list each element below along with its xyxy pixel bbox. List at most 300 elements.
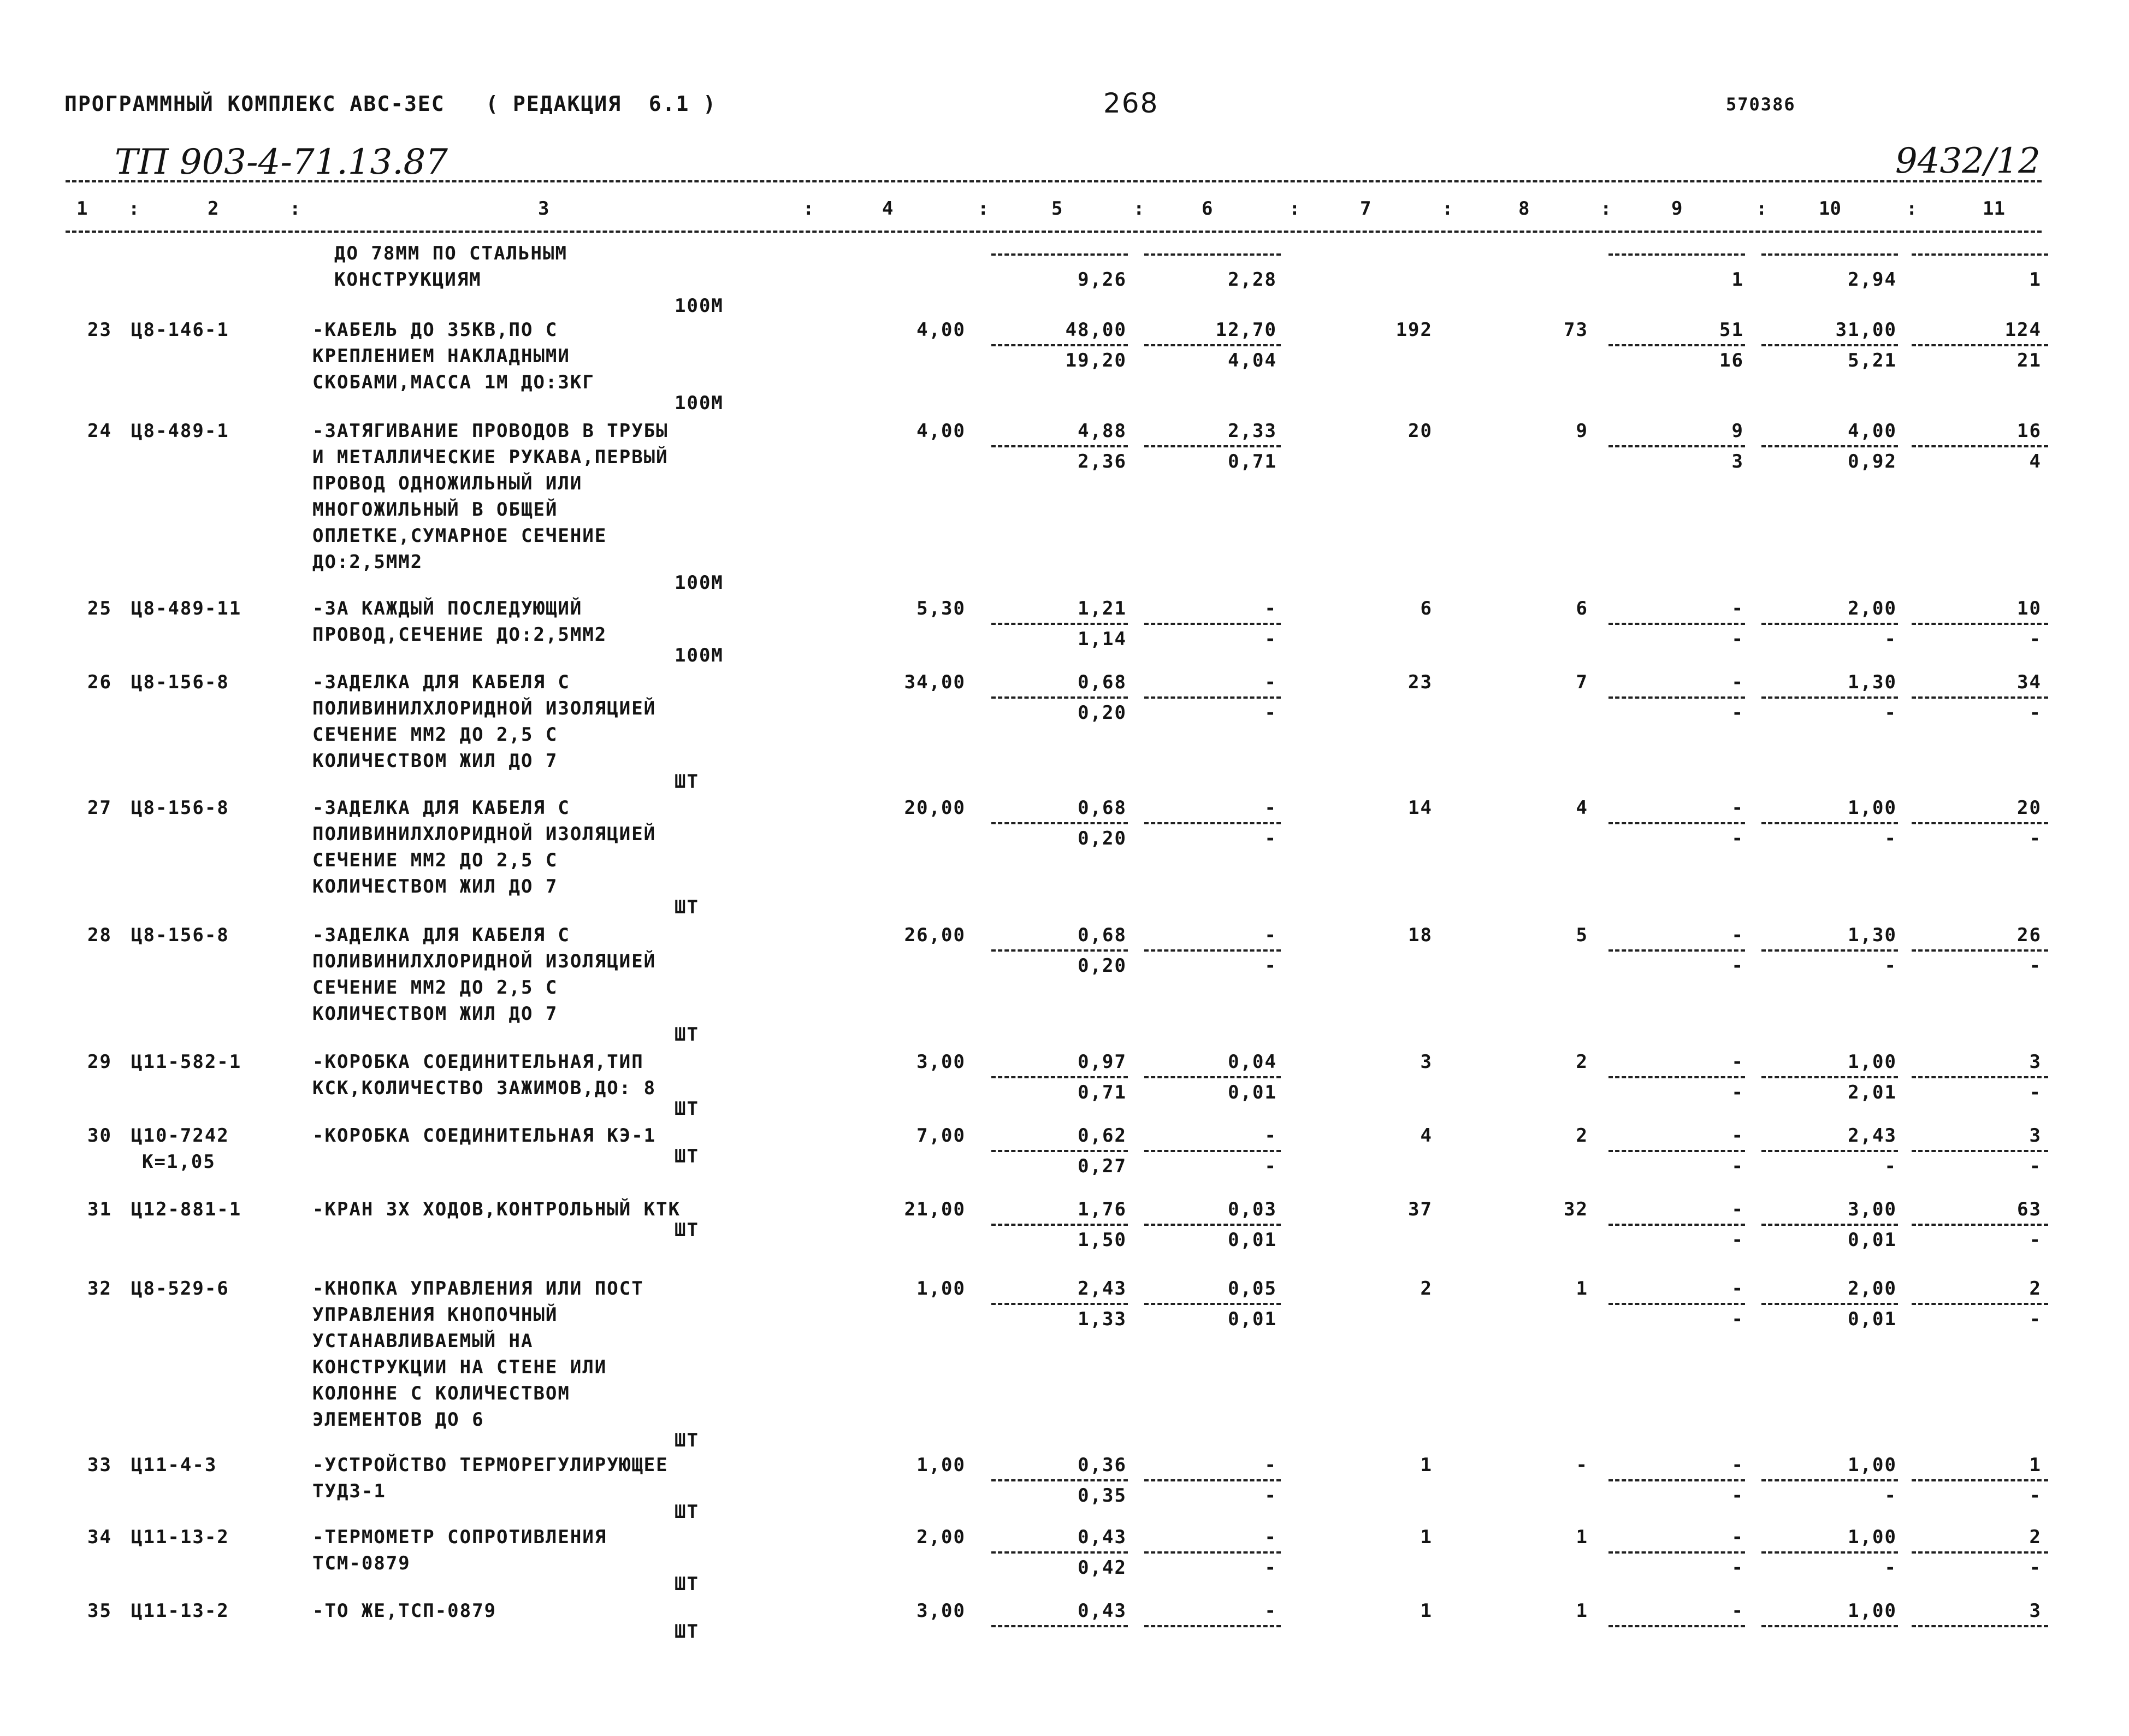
- description-line: -КОРОБКА СОЕДИНИТЕЛЬНАЯ,ТИП: [312, 1051, 644, 1073]
- cell-c6: -: [1264, 598, 1277, 619]
- column-separator: :: [1133, 198, 1145, 220]
- cell-c9: 51: [1719, 319, 1744, 341]
- cell-c9-lower: -: [1731, 1155, 1744, 1177]
- row-number: 31: [87, 1198, 112, 1220]
- cell-c6: -: [1264, 924, 1277, 946]
- unit-of-measure: 100М: [675, 392, 724, 414]
- description-line: -ЗАТЯГИВАНИЕ ПРОВОДОВ В ТРУБЫ: [312, 420, 669, 442]
- rate-code: Ц8-489-11: [131, 598, 242, 619]
- cell-c9: -: [1731, 1454, 1744, 1476]
- cell-col11-lower: 1: [2029, 269, 2042, 291]
- row-number: 27: [87, 797, 112, 819]
- description-line: -КАБЕЛЬ ДО 35КВ,ПО С: [312, 319, 558, 341]
- row-number: 33: [87, 1454, 112, 1476]
- cell-c6: -: [1264, 671, 1277, 693]
- cell-divider: [1761, 696, 1898, 699]
- cell-c6: -: [1264, 1454, 1277, 1476]
- cell-c9: -: [1731, 1526, 1744, 1548]
- cell-c9-lower: -: [1731, 1308, 1744, 1330]
- cell-divider: [1912, 1479, 2048, 1481]
- description-line: -КРАН 3Х ХОДОВ,КОНТРОЛЬНЫЙ КТК: [312, 1198, 681, 1220]
- cell-c6-lower: 4,04: [1228, 350, 1277, 371]
- cell-c10-lower: -: [1884, 628, 1897, 650]
- cell-divider: [1608, 822, 1745, 824]
- row-number: 26: [87, 671, 112, 693]
- cell-c4: 4,00: [916, 420, 966, 442]
- cell-c7: 1: [1420, 1526, 1433, 1548]
- cell-c5-lower: 1,14: [1078, 628, 1127, 650]
- cell-c7: 1: [1420, 1454, 1433, 1476]
- cell-c9: -: [1731, 1278, 1744, 1300]
- cell-c7: 3: [1420, 1051, 1433, 1073]
- cell-divider: [1761, 1150, 1898, 1152]
- handwritten-sheet-number: 9432/12: [1895, 141, 2041, 181]
- cell-c11: 20: [2017, 797, 2042, 819]
- cell-divider: [1761, 344, 1898, 346]
- description-line: ЭЛЕМЕНТОВ ДО 6: [312, 1409, 484, 1431]
- cell-c11: 10: [2017, 598, 2042, 619]
- cell-c10: 2,00: [1848, 598, 1897, 619]
- col-8-header: 8: [1518, 198, 1530, 220]
- cell-c11: 124: [2004, 319, 2042, 341]
- col-3-header: 3: [538, 198, 549, 220]
- cell-divider: [1912, 1076, 2048, 1078]
- handwritten-project-number: ТП 903-4-71.13.87: [115, 142, 448, 182]
- cell-c5-lower: 0,20: [1078, 828, 1127, 849]
- rate-code: Ц11-13-2: [131, 1600, 229, 1622]
- cell-c6: -: [1264, 1600, 1277, 1622]
- cell-divider: [1912, 445, 2048, 447]
- cell-c5: 48,00: [1065, 319, 1127, 341]
- cell-divider: [1608, 344, 1745, 346]
- cell-c7: 2: [1420, 1278, 1433, 1300]
- cell-divider: [1761, 1625, 1898, 1627]
- rate-code: Ц11-4-3: [131, 1454, 217, 1476]
- row-number: 24: [87, 420, 112, 442]
- description-line: ПРОВОД,СЕЧЕНИЕ ДО:2,5ММ2: [312, 624, 607, 646]
- rate-code: Ц11-582-1: [131, 1051, 242, 1073]
- description-line: ПОЛИВИНИЛХЛОРИДНОЙ ИЗОЛЯЦИЕЙ: [312, 823, 657, 845]
- cell-c11-lower: -: [2029, 1229, 2042, 1251]
- rate-code: Ц11-13-2: [131, 1526, 229, 1548]
- cell-c11-lower: -: [2029, 1308, 2042, 1330]
- cell-c6-lower: -: [1264, 1155, 1277, 1177]
- description-line: ПОЛИВИНИЛХЛОРИДНОЙ ИЗОЛЯЦИЕЙ: [312, 698, 657, 719]
- cell-divider: [1608, 445, 1745, 447]
- cell-c9-lower: -: [1731, 828, 1744, 849]
- row-number: 30: [87, 1125, 112, 1147]
- cell-divider: [1912, 344, 2048, 346]
- cell-c4: 1,00: [916, 1278, 966, 1300]
- col-5-header: 5: [1051, 198, 1063, 220]
- cell-c10: 4,00: [1848, 420, 1897, 442]
- col-10-header: 10: [1819, 198, 1841, 220]
- cell-divider: [1608, 1224, 1745, 1226]
- cell-divider: [1912, 1224, 2048, 1226]
- cell-divider: [991, 253, 1128, 256]
- description-line: И МЕТАЛЛИЧЕСКИЕ РУКАВА,ПЕРВЫЙ: [312, 446, 669, 468]
- cell-divider: [991, 1224, 1128, 1226]
- description-line: УПРАВЛЕНИЯ КНОПОЧНЫЙ: [312, 1304, 558, 1326]
- cell-c4: 21,00: [904, 1198, 966, 1220]
- cell-c5-lower: 0,20: [1078, 955, 1127, 977]
- cell-divider: [1912, 949, 2048, 952]
- description-line: -ЗАДЕЛКА ДЛЯ КАБЕЛЯ С: [312, 797, 570, 819]
- cell-c6: 2,33: [1228, 420, 1277, 442]
- description-line: ДО 78ММ ПО СТАЛЬНЫМ: [334, 243, 567, 264]
- cell-c5-lower: 19,20: [1065, 350, 1127, 371]
- cell-c4: 7,00: [916, 1125, 966, 1147]
- cell-divider: [1761, 623, 1898, 625]
- cell-c10-lower: -: [1884, 702, 1897, 724]
- cell-c8: 6: [1576, 598, 1588, 619]
- unit-of-measure: ШТ: [675, 1430, 699, 1451]
- cell-c10-lower: -: [1884, 1155, 1897, 1177]
- cell-c9-lower: -: [1731, 1557, 1744, 1579]
- cell-divider: [991, 1303, 1128, 1305]
- cell-c5: 1,76: [1078, 1198, 1127, 1220]
- cell-c6: -: [1264, 797, 1277, 819]
- cell-c10-lower: 2,01: [1848, 1082, 1897, 1103]
- cell-divider: [1761, 822, 1898, 824]
- cell-divider: [1912, 822, 2048, 824]
- cell-c11: 63: [2017, 1198, 2042, 1220]
- description-line: СЕЧЕНИЕ ММ2 ДО 2,5 С: [312, 977, 558, 999]
- cell-divider: [1608, 1150, 1745, 1152]
- cell-c6: -: [1264, 1526, 1277, 1548]
- cell-divider: [1912, 1551, 2048, 1554]
- cell-c6: 0,05: [1228, 1278, 1277, 1300]
- document-code: 570386: [1726, 94, 1796, 115]
- row-number: 28: [87, 924, 112, 946]
- unit-of-measure: 100М: [675, 572, 724, 594]
- rate-code: Ц8-156-8: [131, 671, 229, 693]
- cell-divider: [1912, 1303, 2048, 1305]
- cell-c11-lower: -: [2029, 1082, 2042, 1103]
- cell-c9: -: [1731, 671, 1744, 693]
- cell-c9: 9: [1731, 420, 1744, 442]
- cell-c5-lower: 0,71: [1078, 1082, 1127, 1103]
- cell-c7: 18: [1408, 924, 1433, 946]
- cell-c10: 1,00: [1848, 797, 1897, 819]
- description-line: -ТЕРМОМЕТР СОПРОТИВЛЕНИЯ: [312, 1526, 607, 1548]
- cell-c9-lower: -: [1731, 628, 1744, 650]
- cell-divider: [1144, 253, 1281, 256]
- cell-c11: 16: [2017, 420, 2042, 442]
- cell-c9-lower: -: [1731, 955, 1744, 977]
- cell-divider: [1144, 696, 1281, 699]
- col-9-header: 9: [1671, 198, 1683, 220]
- rate-code: Ц8-489-1: [131, 420, 229, 442]
- column-separator: :: [1442, 198, 1453, 220]
- program-header: ПРОГРАММНЫЙ КОМПЛЕКС АВС-ЗЕС ( РЕДАКЦИЯ 6.1 ): [64, 92, 717, 116]
- cell-c4: 34,00: [904, 671, 966, 693]
- cell-c7: 6: [1420, 598, 1433, 619]
- cell-c5-lower: 1,50: [1078, 1229, 1127, 1251]
- unit-of-measure: ШТ: [675, 1098, 699, 1120]
- cell-c6: 12,70: [1215, 319, 1277, 341]
- description-line: ПОЛИВИНИЛХЛОРИДНОЙ ИЗОЛЯЦИЕЙ: [312, 950, 657, 972]
- cell-divider: [1608, 623, 1745, 625]
- col-6-header: 6: [1202, 198, 1213, 220]
- unit-of-measure: ШТ: [675, 1573, 699, 1595]
- cell-c4: 20,00: [904, 797, 966, 819]
- cell-c11-lower: 4: [2029, 451, 2042, 473]
- cell-divider: [1144, 949, 1281, 952]
- cell-c11-lower: -: [2029, 702, 2042, 724]
- cell-c7: 4: [1420, 1125, 1433, 1147]
- column-separator: :: [1906, 198, 1918, 220]
- cell-c4: 2,00: [916, 1526, 966, 1548]
- description-line: ДО:2,5ММ2: [312, 551, 423, 573]
- cell-c11-lower: 21: [2017, 350, 2042, 371]
- cell-c8: 7: [1576, 671, 1588, 693]
- cell-c8: 5: [1576, 924, 1588, 946]
- cell-c5-lower: 0,27: [1078, 1155, 1127, 1177]
- cell-c10: 1,00: [1848, 1600, 1897, 1622]
- cell-c10: 31,00: [1835, 319, 1897, 341]
- row-number: 23: [87, 319, 112, 341]
- description-line: КОЛИЧЕСТВОМ ЖИЛ ДО 7: [312, 1003, 558, 1025]
- cell-c9: -: [1731, 1198, 1744, 1220]
- cell-divider: [991, 1479, 1128, 1481]
- cell-c8: 4: [1576, 797, 1588, 819]
- cell-divider: [1608, 696, 1745, 699]
- column-separator: :: [128, 198, 140, 220]
- cell-divider: [1144, 1625, 1281, 1627]
- cell-divider: [1608, 1551, 1745, 1554]
- cell-divider: [1144, 1076, 1281, 1078]
- cell-c8: 9: [1576, 420, 1588, 442]
- cell-c10: 3,00: [1848, 1198, 1897, 1220]
- column-separator: :: [1289, 198, 1300, 220]
- cell-c8: 73: [1564, 319, 1588, 341]
- cell-c10: 2,43: [1848, 1125, 1897, 1147]
- cell-divider: [1912, 623, 2048, 625]
- cell-c11: 2: [2029, 1278, 2042, 1300]
- cell-c5-lower: 0,42: [1078, 1557, 1127, 1579]
- cell-divider: [1608, 1076, 1745, 1078]
- cell-c5-lower: 1,33: [1078, 1308, 1127, 1330]
- cell-c5: 0,97: [1078, 1051, 1127, 1073]
- cell-c4: 26,00: [904, 924, 966, 946]
- cell-divider: [1608, 949, 1745, 952]
- cell-c8: -: [1576, 1454, 1588, 1476]
- unit-of-measure: ШТ: [675, 1621, 699, 1643]
- cell-c6: 0,04: [1228, 1051, 1277, 1073]
- cell-c11: 2: [2029, 1526, 2042, 1548]
- description-line: ТСМ-0879: [312, 1552, 411, 1574]
- cell-divider: [1608, 253, 1745, 256]
- description-line: КОЛИЧЕСТВОМ ЖИЛ ДО 7: [312, 750, 558, 772]
- cell-c11: 26: [2017, 924, 2042, 946]
- cell-divider: [991, 344, 1128, 346]
- page-number: 268: [1103, 87, 1159, 119]
- description-line: КОЛИЧЕСТВОМ ЖИЛ ДО 7: [312, 876, 558, 897]
- description-line: СЕЧЕНИЕ ММ2 ДО 2,5 С: [312, 724, 558, 746]
- cell-c6-lower: -: [1264, 828, 1277, 849]
- cell-c5-lower: 2,36: [1078, 451, 1127, 473]
- row-number: 25: [87, 598, 112, 619]
- cell-c6-lower: 0,71: [1228, 451, 1277, 473]
- cell-c5: 0,36: [1078, 1454, 1127, 1476]
- cell-c11: 3: [2029, 1600, 2042, 1622]
- column-separator: :: [978, 198, 989, 220]
- col-7-header: 7: [1360, 198, 1371, 220]
- cell-c11: 3: [2029, 1051, 2042, 1073]
- cell-c8: 2: [1576, 1125, 1588, 1147]
- description-line: ТУДЗ-1: [312, 1480, 386, 1502]
- description-line: -УСТРОЙСТВО ТЕРМОРЕГУЛИРУЮЩЕЕ: [312, 1454, 669, 1476]
- unit-of-measure: ШТ: [675, 1219, 699, 1241]
- unit-of-measure: ШТ: [675, 1024, 699, 1046]
- cell-c10: 1,00: [1848, 1454, 1897, 1476]
- rate-code: Ц8-146-1: [131, 319, 229, 341]
- cell-c10: 1,00: [1848, 1526, 1897, 1548]
- cell-c9: -: [1731, 598, 1744, 619]
- cell-divider: [991, 696, 1128, 699]
- column-separator: :: [1600, 198, 1612, 220]
- rate-code: Ц8-156-8: [131, 797, 229, 819]
- cell-c11: 34: [2017, 671, 2042, 693]
- description-line: ПРОВОД ОДНОЖИЛЬНЫЙ ИЛИ: [312, 473, 583, 494]
- cell-c9-lower: -: [1731, 1485, 1744, 1507]
- cell-divider: [1761, 949, 1898, 952]
- cell-c10: 1,30: [1848, 924, 1897, 946]
- cell-c6-lower: -: [1264, 628, 1277, 650]
- cell-c5-lower: 0,20: [1078, 702, 1127, 724]
- cell-divider: [991, 623, 1128, 625]
- cell-divider: [1912, 253, 2048, 256]
- cell-c7: 37: [1408, 1198, 1433, 1220]
- cell-c10-lower: 0,01: [1848, 1229, 1897, 1251]
- unit-of-measure: 100М: [675, 295, 724, 317]
- col-11-header: 11: [1983, 198, 2005, 220]
- cell-c9: -: [1731, 1600, 1744, 1622]
- cell-divider: [991, 1076, 1128, 1078]
- cell-c9-lower: -: [1731, 1082, 1744, 1103]
- description-line: КОЛОННЕ С КОЛИЧЕСТВОМ: [312, 1383, 570, 1404]
- cell-c8: 1: [1576, 1526, 1588, 1548]
- cell-c11-lower: -: [2029, 828, 2042, 849]
- cell-divider: [1144, 1303, 1281, 1305]
- cell-c10-lower: -: [1884, 828, 1897, 849]
- cell-c8: 32: [1564, 1198, 1588, 1220]
- cell-divider: [991, 822, 1128, 824]
- col-1-header: 1: [76, 198, 88, 220]
- cell-divider: [1608, 1303, 1745, 1305]
- cell-c6-lower: -: [1264, 955, 1277, 977]
- cell-c7: 23: [1408, 671, 1433, 693]
- cell-c11-lower: -: [2029, 1155, 2042, 1177]
- description-line: СКОБАМИ,МАССА 1М ДО:3КГ: [312, 371, 595, 393]
- cell-col6-lower: 2,28: [1228, 269, 1277, 291]
- cell-c6-lower: -: [1264, 1485, 1277, 1507]
- cell-c6: 0,03: [1228, 1198, 1277, 1220]
- cell-c5: 2,43: [1078, 1278, 1127, 1300]
- cell-divider: [991, 1625, 1128, 1627]
- cell-col10-lower: 2,94: [1848, 269, 1897, 291]
- cell-c5: 4,88: [1078, 420, 1127, 442]
- row-number: 32: [87, 1278, 112, 1300]
- cell-c4: 3,00: [916, 1600, 966, 1622]
- row-number: 34: [87, 1526, 112, 1548]
- cell-c4: 3,00: [916, 1051, 966, 1073]
- cell-c5: 1,21: [1078, 598, 1127, 619]
- cell-c11-lower: -: [2029, 955, 2042, 977]
- description-line: КСК,КОЛИЧЕСТВО ЗАЖИМОВ,ДО: 8: [312, 1077, 657, 1099]
- cell-c5: 0,68: [1078, 797, 1127, 819]
- description-line: МНОГОЖИЛЬНЫЙ В ОБЩЕЙ: [312, 499, 558, 521]
- cell-c8: 1: [1576, 1278, 1588, 1300]
- cell-col5-lower: 9,26: [1078, 269, 1127, 291]
- cell-divider: [1608, 1625, 1745, 1627]
- cell-divider: [1761, 1224, 1898, 1226]
- col-2-header: 2: [208, 198, 219, 220]
- header-top-rule: [66, 180, 2042, 182]
- rate-code: Ц10-7242: [131, 1125, 229, 1147]
- column-separator: :: [289, 198, 301, 220]
- cell-c10: 2,00: [1848, 1278, 1897, 1300]
- unit-of-measure: ШТ: [675, 771, 699, 793]
- cell-c5: 0,43: [1078, 1600, 1127, 1622]
- cell-divider: [991, 445, 1128, 447]
- cell-c5: 0,68: [1078, 671, 1127, 693]
- cell-c10-lower: -: [1884, 1485, 1897, 1507]
- description-line: СЕЧЕНИЕ ММ2 ДО 2,5 С: [312, 849, 558, 871]
- description-line: -ТО ЖЕ,ТСП-0879: [312, 1600, 497, 1622]
- cell-divider: [1144, 623, 1281, 625]
- cell-divider: [1144, 1551, 1281, 1554]
- cell-c9-lower: 3: [1731, 451, 1744, 473]
- unit-of-measure: ШТ: [675, 896, 699, 918]
- cell-divider: [1144, 822, 1281, 824]
- cell-c6-lower: 0,01: [1228, 1229, 1277, 1251]
- cell-divider: [1912, 1150, 2048, 1152]
- cell-divider: [1144, 1224, 1281, 1226]
- cell-c5: 0,62: [1078, 1125, 1127, 1147]
- rate-code: Ц8-156-8: [131, 924, 229, 946]
- cell-c8: 2: [1576, 1051, 1588, 1073]
- cell-divider: [1761, 253, 1898, 256]
- cell-divider: [1761, 1076, 1898, 1078]
- description-line: -ЗАДЕЛКА ДЛЯ КАБЕЛЯ С: [312, 924, 570, 946]
- cell-divider: [1144, 344, 1281, 346]
- cell-c10-lower: 0,01: [1848, 1308, 1897, 1330]
- cell-divider: [991, 1551, 1128, 1554]
- row-number: 35: [87, 1600, 112, 1622]
- cell-divider: [991, 949, 1128, 952]
- cell-divider: [991, 1150, 1128, 1152]
- cell-c6: -: [1264, 1125, 1277, 1147]
- cell-c5-lower: 0,35: [1078, 1485, 1127, 1507]
- cell-c7: 1: [1420, 1600, 1433, 1622]
- cell-c10: 1,00: [1848, 1051, 1897, 1073]
- cell-c9: -: [1731, 1051, 1744, 1073]
- cell-c9-lower: 16: [1719, 350, 1744, 371]
- description-line: -ЗАДЕЛКА ДЛЯ КАБЕЛЯ С: [312, 671, 570, 693]
- col-4-header: 4: [882, 198, 894, 220]
- cell-divider: [1761, 1551, 1898, 1554]
- cell-divider: [1761, 1303, 1898, 1305]
- cell-c11: 3: [2029, 1125, 2042, 1147]
- description-line: -ЗА КАЖДЫЙ ПОСЛЕДУЮЩИЙ: [312, 598, 583, 619]
- cell-c11: 1: [2029, 1454, 2042, 1476]
- cell-c11-lower: -: [2029, 1557, 2042, 1579]
- cell-divider: [1761, 445, 1898, 447]
- cell-c6-lower: 0,01: [1228, 1082, 1277, 1103]
- description-line: -КОРОБКА СОЕДИНИТЕЛЬНАЯ КЭ-1: [312, 1125, 657, 1147]
